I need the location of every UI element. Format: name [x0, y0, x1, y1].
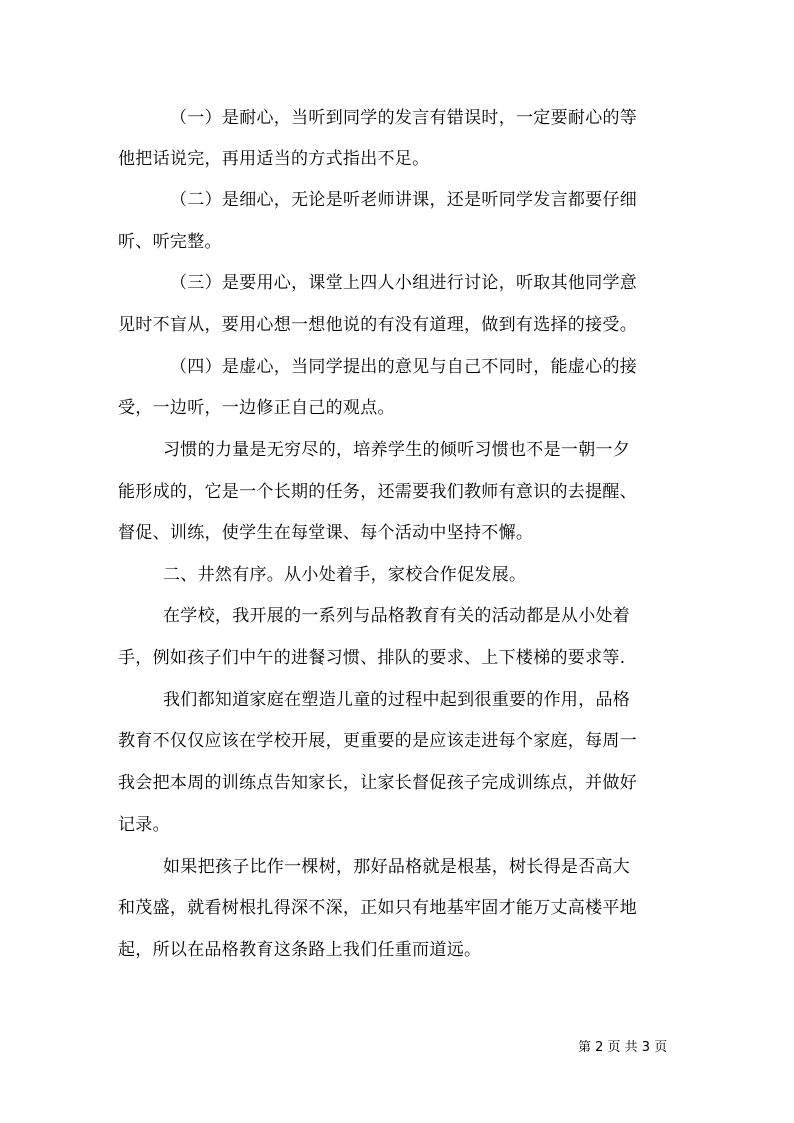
- paragraph-5-line-1: 习惯的力量是无穷尽的，培养学生的倾听习惯也不是一朝一夕: [163, 440, 631, 460]
- paragraph-4-line-1: （四）是虚心，当同学提出的意见与自己不同时，能虚心的接: [170, 357, 638, 377]
- paragraph-7-line-2: 手，例如孩子们中午的进餐习惯、排队的要求、上下楼梯的要求等.: [118, 648, 626, 668]
- page-number: 第 2 页 共 3 页: [578, 1040, 668, 1055]
- section-heading: 二、井然有序。从小处着手，家校合作促发展。: [163, 565, 527, 585]
- paragraph-9-line-2: 和茂盛，就看树根扎得深不深，正如只有地基牢固才能万丈高楼平地: [118, 898, 637, 918]
- paragraph-3-line-1: （三）是要用心，课堂上四人小组进行讨论，听取其他同学意: [170, 273, 638, 293]
- paragraph-8-line-2: 教育不仅仅应该在学校开展，更重要的是应该走进每个家庭，每周一: [118, 731, 637, 751]
- paragraph-1-line-2: 他把话说完，再用适当的方式指出不足。: [118, 149, 430, 169]
- paragraph-3-line-2: 见时不盲从，要用心想一想他说的有没有道理，做到有选择的接受。: [118, 315, 637, 335]
- paragraph-2-line-1: （二）是细心，无论是听老师讲课，还是听同学发言都要仔细: [170, 190, 638, 210]
- paragraph-2-line-2: 听、听完整。: [118, 232, 222, 252]
- paragraph-5-line-2: 能形成的，它是一个长期的任务，还需要我们教师有意识的去提醒、: [118, 482, 637, 502]
- paragraph-5-line-3: 督促、训练，使学生在每堂课、每个活动中坚持不懈。: [118, 523, 534, 543]
- paragraph-9-line-1: 如果把孩子比作一棵树，那好品格就是根基，树长得是否高大: [163, 857, 631, 877]
- paragraph-4-line-2: 受，一边听，一边修正自己的观点。: [118, 398, 395, 418]
- paragraph-9-line-3: 起，所以在品格教育这条路上我们任重而道远。: [118, 940, 482, 960]
- paragraph-8-line-1: 我们都知道家庭在塑造儿童的过程中起到很重要的作用，品格: [163, 690, 631, 710]
- paragraph-7-line-1: 在学校，我开展的一系列与品格教育有关的活动都是从小处着: [163, 606, 631, 626]
- paragraph-1-line-1: （一）是耐心，当听到同学的发言有错误时，一定要耐心的等: [170, 108, 638, 128]
- paragraph-8-line-4: 记录。: [118, 815, 170, 835]
- paragraph-8-line-3: 我会把本周的训练点告知家长，让家长督促孩子完成训练点，并做好: [118, 773, 637, 793]
